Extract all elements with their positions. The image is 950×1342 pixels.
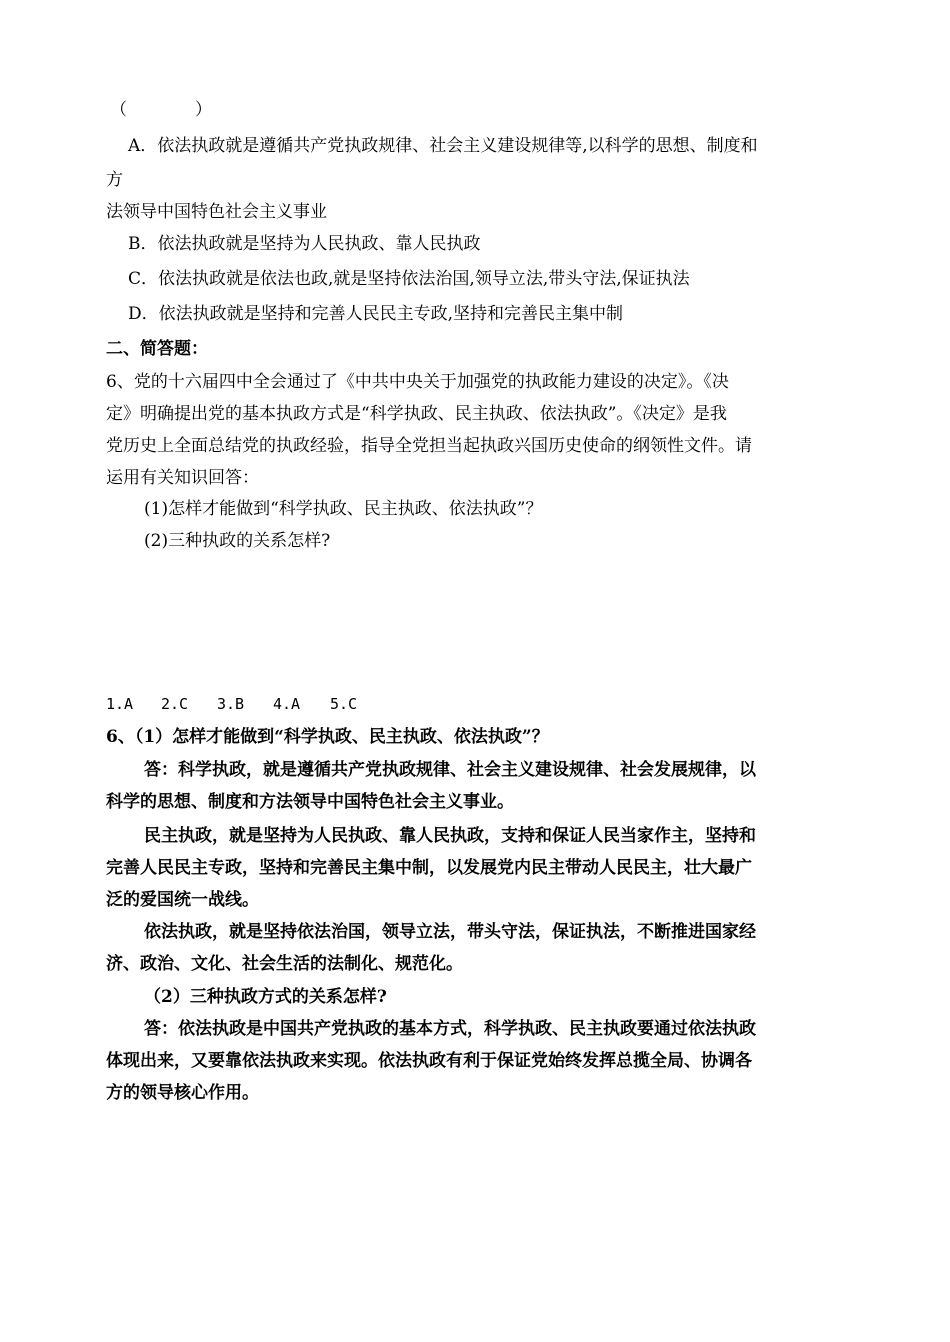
answer6-p1-line1: 答：科学执政，就是遵循共产党执政规律、社会主义建设规律、社会发展规律，以 <box>144 760 756 780</box>
section-heading: 二、简答题： <box>106 339 208 359</box>
question6-sub1: (1)怎样才能做到“科学执政、民主执政、依法执政”？ <box>144 499 543 519</box>
option-d: D．依法执政就是坚持和完善人民民主专政,坚持和完善民主集中制 <box>128 304 624 324</box>
choice-answer-5: 5.C <box>330 695 358 713</box>
answer6-p4-line3: 方的领导核心作用。 <box>106 1083 259 1103</box>
option-b: B．依法执政就是坚持为人民执政、靠人民执政 <box>128 234 481 254</box>
answer6-sub2-title: （2）三种执政方式的关系怎样? <box>144 987 387 1007</box>
choice-answer-1: 1.A <box>106 695 134 713</box>
question6-line2: 定》明确提出党的基本执政方式是“科学执政、民主执政、依法执政”。《决定》是我 <box>106 404 727 424</box>
answer6-p2-line3: 泛的爱国统一战线。 <box>106 890 259 910</box>
choice-answer-2: 2.C <box>161 695 189 713</box>
question6-line3: 党历史上全面总结党的执政经验，指导全党担当起执政兴国历史使命的纲领性文件。请 <box>106 436 752 456</box>
answer6-p3-line2: 济、政治、文化、社会生活的法制化、规范化。 <box>106 954 463 974</box>
answer6-p1-line2: 科学的思想、制度和方法领导中国特色社会主义事业。 <box>106 792 514 812</box>
choice-answer-4: 4.A <box>273 695 301 713</box>
answer6-p4-line1: 答：依法执政是中国共产党执政的基本方式，科学执政、民主执政要通过依法执政 <box>144 1019 756 1039</box>
option-a-line1: A．依法执政就是遵循共产党执政规律、社会主义建设规律等,以科学的思想、制度和 <box>128 136 758 156</box>
question6-sub2: (2)三种执政的关系怎样? <box>144 531 331 551</box>
option-c: C．依法执政就是依法也政,就是坚持依法治国,领导立法,带头守法,保证执法 <box>128 269 690 289</box>
question6-line1: 6、党的十六届四中全会通过了《中共中央关于加强党的执政能力建设的决定》。《决 <box>106 372 729 392</box>
answer6-p3-line1: 依法执政，就是坚持依法治国，领导立法，带头守法，保证执法，不断推进国家经 <box>144 922 756 942</box>
answer6-p2-line2: 完善人民民主专政，坚持和完善民主集中制，以发展党内民主带动人民民主，壮大最广 <box>106 858 752 878</box>
answer6-sub1-title: 6、（1）怎样才能做到“科学执政、民主执政、依法执政”？ <box>106 727 549 747</box>
answer6-p4-line2: 体现出来，又要靠依法执政来实现。依法执政有利于保证党始终发挥总揽全局、协调各 <box>106 1051 752 1071</box>
answer-blank: （ ） <box>110 100 212 120</box>
option-a-line3: 法领导中国特色社会主义事业 <box>106 202 327 222</box>
question6-line4: 运用有关知识回答： <box>106 468 259 488</box>
choice-answer-3: 3.B <box>217 695 245 713</box>
answer6-p2-line1: 民主执政，就是坚持为人民执政、靠人民执政，支持和保证人民当家作主，坚持和 <box>144 826 756 846</box>
option-a-line2: 方 <box>106 170 123 190</box>
